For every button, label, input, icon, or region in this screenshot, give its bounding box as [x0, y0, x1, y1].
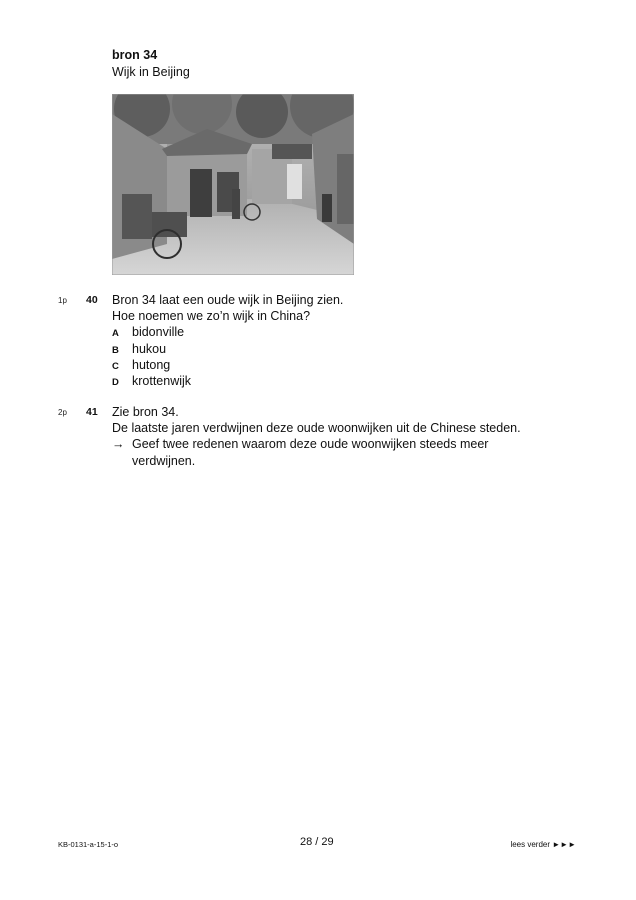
task-instruction [112, 436, 572, 468]
source-subtitle: Wijk in Beijing [112, 65, 190, 79]
exam-code: KB-0131-a-15-1-o [58, 840, 119, 849]
option-text: hutong [132, 357, 171, 372]
source-title: bron 34 [112, 48, 158, 62]
question-41-line: De laatste jaren verdwijnen deze oude woonwijken uit de Chinese steden. [112, 421, 521, 436]
task-line: Geef twee redenen waarom deze oude woonwijken steeds meer [132, 437, 489, 452]
option-b[interactable] [112, 341, 343, 357]
question-40-points: 1p [58, 296, 67, 305]
option-d[interactable] [112, 373, 343, 389]
question-41-number: 41 [86, 406, 98, 418]
question-40-line: Bron 34 laat een oude wijk in Beijing zien. [112, 293, 344, 307]
arrow-icon: → [112, 437, 125, 452]
next-page-link[interactable]: lees verder ►►► [510, 840, 576, 849]
option-letter: C [112, 360, 119, 372]
option-letter: A [112, 328, 119, 340]
question-40-number: 40 [86, 294, 98, 306]
question-41-line: Zie bron 34. [112, 405, 179, 419]
option-text: hukou [132, 341, 167, 356]
option-letter: D [112, 376, 119, 388]
question-40-line: Hoe noemen we zo’n wijk in China? [112, 309, 311, 324]
question-41-points: 2p [58, 408, 67, 417]
question-40-text [112, 292, 343, 389]
option-c[interactable] [112, 357, 343, 373]
option-letter: B [112, 344, 119, 356]
option-a[interactable] [112, 324, 343, 340]
task-line: verdwijnen. [132, 453, 196, 468]
question-41-text [112, 404, 572, 469]
alley-photo [112, 94, 354, 275]
option-text: bidonville [132, 325, 185, 340]
page-number: 28 / 29 [300, 836, 334, 848]
option-text: krottenwijk [132, 373, 192, 388]
